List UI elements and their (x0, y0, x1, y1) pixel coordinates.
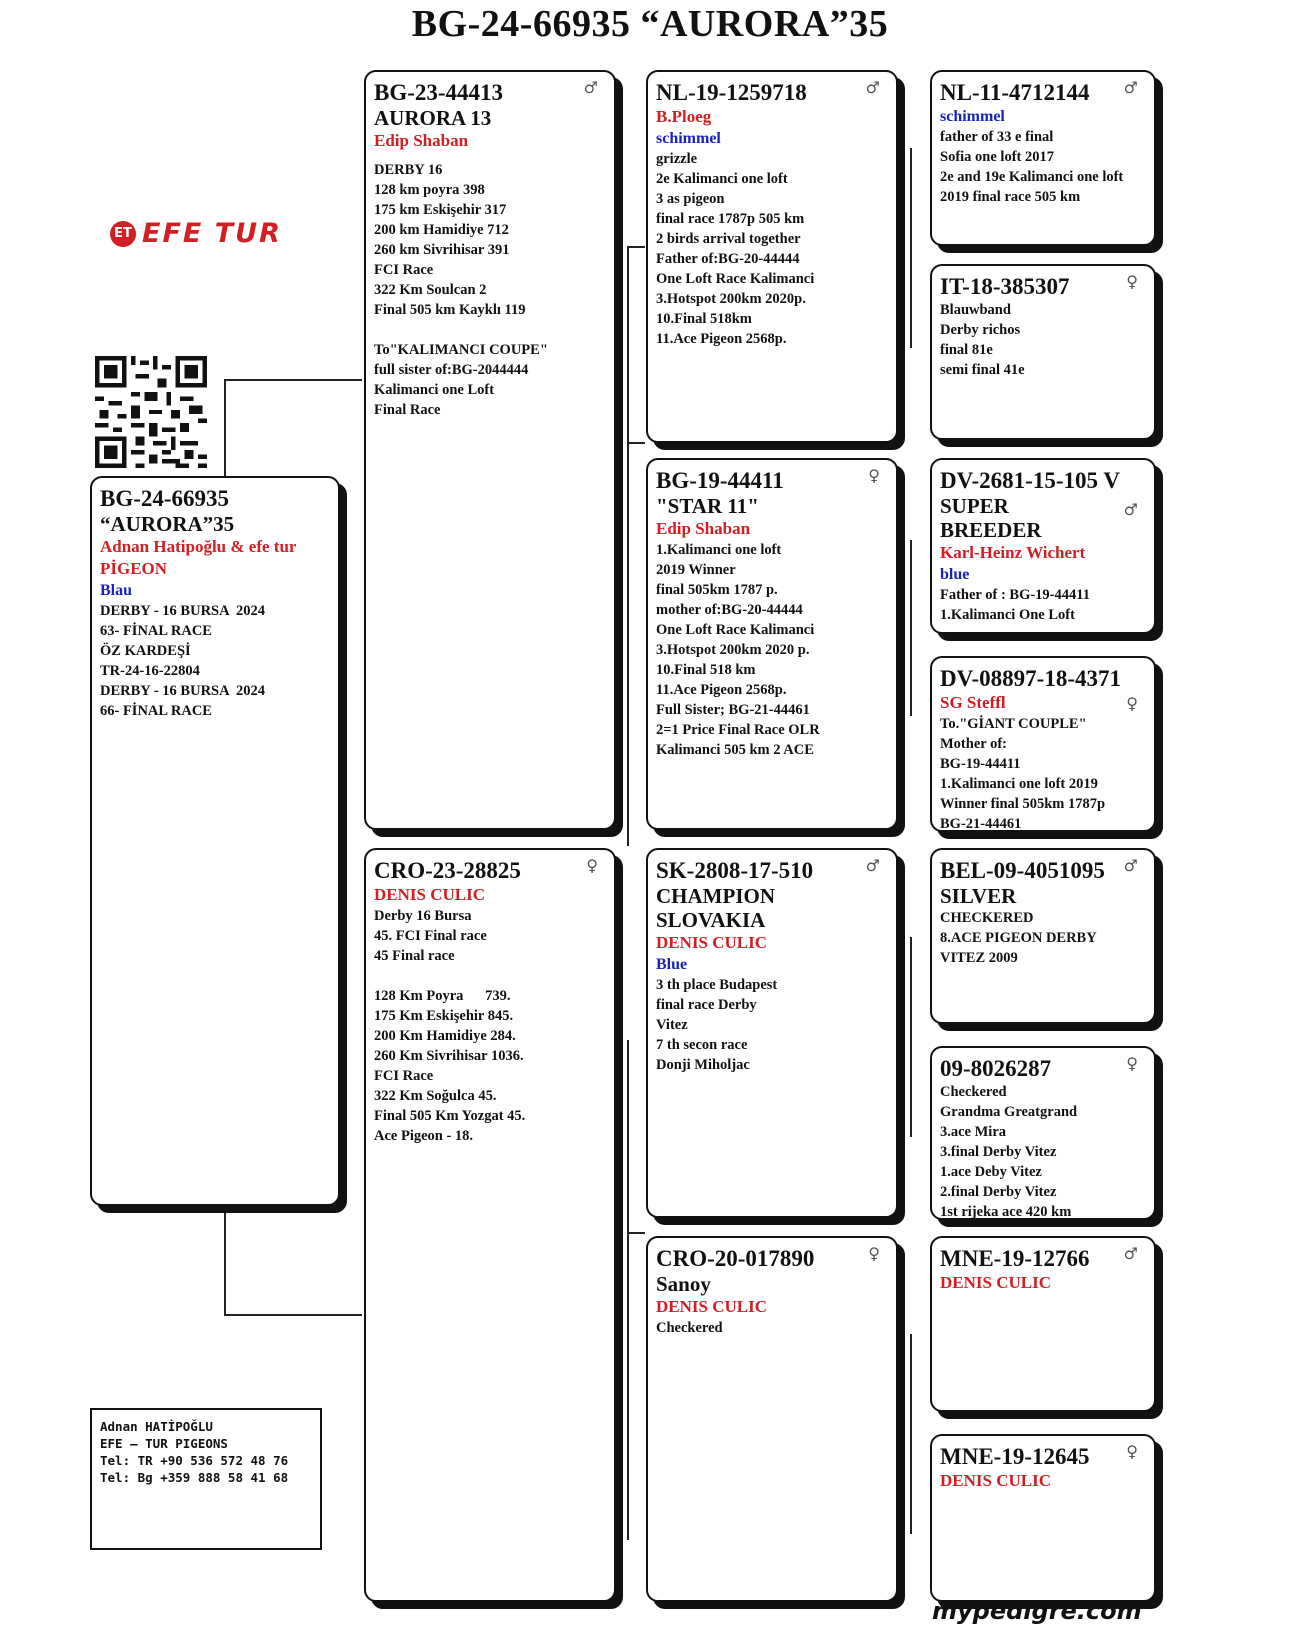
connector (910, 540, 912, 716)
female-icon: ♀ (1126, 694, 1138, 713)
sss-ring: NL-11-4712144 (940, 80, 1090, 105)
sire-notes: DERBY 16 128 km poyra 398 175 km Eskişehir 317 200 km Hamidiye 712 260 km Sivrihisar 391 FCI Race 322 Km Soulcan 2 Final 505 km Kayklı 119 To"KALIMANCI COUPE" full sister of:BG-2044444 Kalimanci one Loft Final Race (374, 162, 548, 418)
connector (224, 1208, 226, 1316)
subject-notes: DERBY - 16 BURSA 2024 63- FİNAL RACE ÖZ KARDEŞİ TR-24-16-22804 DERBY - 16 BURSA 2024 66- FİNAL RACE (100, 603, 266, 719)
dam-sire-card[interactable] (646, 848, 898, 1218)
ddd-breeder: DENIS CULIC (940, 1471, 1051, 1490)
sire-dam-card[interactable] (646, 458, 898, 830)
female-icon: ♀ (586, 856, 598, 875)
ds-name: CHAMPION SLOVAKIA (656, 884, 775, 932)
connector (627, 1232, 645, 1234)
connector (627, 1040, 629, 1540)
female-icon: ♀ (868, 466, 880, 485)
dss-name: SILVER (940, 884, 1017, 908)
connector (910, 937, 912, 1137)
male-icon: ♂ (1123, 856, 1138, 875)
sss-card[interactable] (930, 70, 1156, 246)
sds-color: blue (940, 566, 970, 583)
female-icon: ♀ (1126, 1054, 1138, 1073)
subject-card[interactable] (90, 476, 340, 1206)
dam-card[interactable] (364, 848, 616, 1602)
dsd-ring: 09-8026287 (940, 1056, 1052, 1081)
connector (224, 379, 226, 478)
dam-ring: CRO-23-28825 (374, 858, 521, 883)
sire-breeder: Edip Shaban (374, 131, 469, 150)
ds-ring: SK-2808-17-510 (656, 858, 814, 883)
sdd-card[interactable] (930, 656, 1156, 832)
sd-breeder: Edip Shaban (656, 519, 751, 538)
ds-notes: 3 th place Budapest final race Derby Vitez 7 th secon race Donji Miholjac (656, 977, 778, 1073)
dd-breeder: DENIS CULIC (656, 1297, 767, 1316)
male-icon: ♂ (865, 856, 880, 875)
sds-card[interactable] (930, 458, 1156, 634)
dds-ring: MNE-19-12766 (940, 1246, 1090, 1271)
subject-ring: BG-24-66935 (100, 486, 230, 511)
connector (627, 246, 629, 846)
ss-ring: NL-19-1259718 (656, 80, 807, 105)
contact-box: Adnan HATİPOĞLU EFE – TUR PIGEONS Tel: TR +90 536 572 48 76 Tel: Bg +359 888 58 41 68 (90, 1408, 322, 1550)
ds-color: Blue (656, 956, 688, 973)
sd-name: "STAR 11" (656, 494, 759, 518)
female-icon: ♀ (1126, 1442, 1138, 1461)
sire-name: AURORA 13 (374, 106, 492, 130)
subject-name: “AURORA”35 (100, 512, 235, 536)
sire-card[interactable] (364, 70, 616, 830)
logo-text: EFE TUR (142, 218, 282, 249)
dds-card[interactable] (930, 1236, 1156, 1412)
dd-notes: Checkered (656, 1320, 723, 1336)
male-icon: ♂ (583, 78, 598, 97)
ssd-notes: Blauwband Derby richos final 81e semi final 41e (940, 302, 1025, 378)
dd-ring: CRO-20-017890 (656, 1246, 815, 1271)
ss-notes: grizzle 2e Kalimanci one loft 3 as pigeon final race 1787p 505 km 2 birds arrival together Father of:BG-20-44444 One Loft Race Kalimanci 3.Hotspot 200km 2020p. 10.Final 518km 11.Ace Pigeon 2568p. (656, 151, 815, 347)
subject-color: Blau (100, 582, 133, 599)
sds-breeder: Karl-Heinz Wichert (940, 543, 1086, 562)
dss-ring: BEL-09-4051095 (940, 858, 1105, 883)
connector (910, 1334, 912, 1534)
male-icon: ♂ (1123, 500, 1138, 519)
dds-breeder: DENIS CULIC (940, 1273, 1051, 1292)
connector (910, 148, 912, 348)
efe-tur-logo (110, 218, 282, 249)
sds-ring: DV-2681-15-105 V (940, 468, 1120, 493)
dam-notes: Derby 16 Bursa 45. FCI Final race 45 Final race 128 Km Poyra 739. 175 Km Eskişehir 845. 200 Km Hamidiye 284. 260 Km Sivrihisar 1036. FCI Race 322 Km Soğulca 45. Final 505 Km Yozgat 45. Ace Pigeon - 18. (374, 908, 526, 1144)
dsd-card[interactable] (930, 1046, 1156, 1220)
sire-ring: BG-23-44413 (374, 80, 504, 105)
female-icon: ♀ (1126, 272, 1138, 291)
dss-notes: CHECKERED 8.ACE PIGEON DERBY VITEZ 2009 (940, 910, 1097, 966)
ssd-card[interactable] (930, 264, 1156, 440)
connector (224, 1314, 362, 1316)
ssd-ring: IT-18-385307 (940, 274, 1070, 299)
sd-notes: 1.Kalimanci one loft 2019 Winner final 505km 1787 p. mother of:BG-20-44444 One Loft Race Kalimanci 3.Hotspot 200km 2020 p. 10.Final 518 km 11.Ace Pigeon 2568p. Full Sister; BG-21-44461 2=1 Price Final Race OLR Kalimanci 505 km 2 ACE (656, 542, 820, 758)
male-icon: ♂ (1123, 78, 1138, 97)
sss-color: schimmel (940, 108, 1005, 125)
logo-mark: ET (110, 221, 136, 247)
qr-code-icon (95, 356, 207, 468)
female-icon: ♀ (868, 1244, 880, 1263)
dd-name: Sanoy (656, 1272, 711, 1296)
sd-ring: BG-19-44411 (656, 468, 784, 493)
sds-name: SUPER BREEDER (940, 494, 1042, 542)
ss-breeder: B.Ploeg (656, 107, 712, 126)
page-title: BG-24-66935 “AURORA”35 (411, 3, 889, 45)
sdd-breeder: SG Steffl (940, 693, 1006, 712)
male-icon: ♂ (865, 78, 880, 97)
subject-breeder: Adnan Hatipoğlu & efe tur (100, 537, 297, 556)
ddd-card[interactable] (930, 1434, 1156, 1602)
male-icon: ♂ (1123, 1244, 1138, 1263)
ds-breeder: DENIS CULIC (656, 933, 767, 952)
watermark: mypedigre.com (932, 1597, 1142, 1625)
subject-breeder-2: PİGEON (100, 559, 168, 578)
connector (627, 442, 645, 444)
ss-color: schimmel (656, 130, 721, 147)
sire-sire-card[interactable] (646, 70, 898, 443)
dsd-notes: Checkered Grandma Greatgrand 3.ace Mira 3.final Derby Vitez 1.ace Deby Vitez 2.final Derby Vitez 1st rijeka ace 420 km (940, 1084, 1078, 1220)
sdd-notes: To."GİANT COUPLE" Mother of: BG-19-44411 1.Kalimanci one loft 2019 Winner final 505km 1787p BG-21-44461 (940, 716, 1106, 832)
dam-dam-card[interactable] (646, 1236, 898, 1602)
dss-card[interactable] (930, 848, 1156, 1024)
sdd-ring: DV-08897-18-4371 (940, 666, 1121, 691)
ddd-ring: MNE-19-12645 (940, 1444, 1090, 1469)
sds-notes: Father of : BG-19-44411 1.Kalimanci One Loft (940, 587, 1090, 623)
connector (627, 246, 645, 248)
dam-breeder: DENIS CULIC (374, 885, 485, 904)
connector (224, 379, 362, 381)
sss-notes: father of 33 e final Sofia one loft 2017 2e and 19e Kalimanci one loft 2019 final race 505 km (940, 129, 1124, 205)
